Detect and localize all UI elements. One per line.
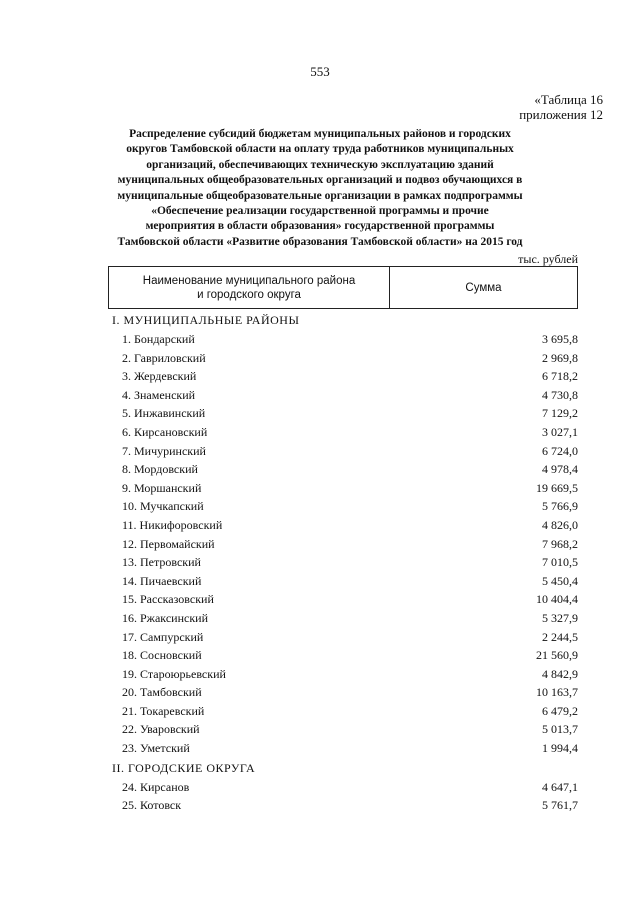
row-name: 20. Тамбовский [122, 685, 202, 700]
table-row [108, 497, 578, 516]
row-value: 19 669,5 [536, 480, 578, 495]
row-name: 23. Уметский [122, 741, 190, 756]
row-name: 14. Пичаевский [122, 573, 202, 588]
table-header [108, 266, 578, 309]
row-name: 3. Жердевский [122, 369, 197, 384]
table-ref-line1: «Таблица 16 [534, 92, 603, 107]
row-name: 5. Инжавинский [122, 406, 206, 421]
table-row [108, 442, 578, 461]
table-row [108, 646, 578, 665]
table-row [108, 628, 578, 647]
row-name: 24. Кирсанов [122, 779, 190, 794]
row-name: 10. Мучкапский [122, 499, 204, 514]
table-row [108, 479, 578, 498]
row-name: 17. Сампурский [122, 629, 204, 644]
row-name: 9. Моршанский [122, 480, 202, 495]
row-name: 6. Кирсановский [122, 424, 208, 439]
units-label: тыс. рублей [518, 252, 578, 266]
row-value: 7 968,2 [542, 536, 578, 551]
document-title [100, 127, 540, 250]
row-name: 22. Уваровский [122, 722, 200, 737]
row-value: 4 978,4 [542, 462, 578, 477]
row-value: 4 730,8 [542, 387, 578, 402]
table-row [108, 665, 578, 684]
row-value: 1 994,4 [542, 741, 578, 756]
title-line: Распределение субсидий бюджетам муниципальных районов и городских [129, 128, 511, 140]
row-value: 2 969,8 [542, 350, 578, 365]
title-line: Тамбовской области «Развитие образования Тамбовской области» на 2015 год [117, 235, 523, 248]
section-municipal-districts: I. МУНИЦИПАЛЬНЫЕ РАЙОНЫ [112, 313, 300, 327]
row-value: 6 724,0 [542, 443, 578, 458]
table-row [108, 535, 578, 554]
row-value: 5 327,9 [542, 610, 578, 625]
table-row [108, 460, 578, 479]
header-name-column [109, 267, 390, 308]
table-row [108, 330, 578, 349]
row-name: 7. Мичуринский [122, 443, 206, 458]
table-row [108, 702, 578, 721]
row-value: 7 129,2 [542, 406, 578, 421]
row-name: 2. Гавриловский [122, 350, 206, 365]
row-name: 12. Первомайский [122, 536, 215, 551]
table-row [108, 739, 578, 758]
row-name: 19. Староюрьевский [122, 666, 226, 681]
row-value: 7 010,5 [542, 555, 578, 570]
row-value: 2 244,5 [542, 629, 578, 644]
row-value: 4 647,1 [542, 779, 578, 794]
row-name: 15. Рассказовский [122, 592, 214, 607]
row-value: 6 479,2 [542, 703, 578, 718]
row-value: 4 826,0 [542, 517, 578, 532]
table-row [108, 609, 578, 628]
row-name: 21. Токаревский [122, 703, 205, 718]
districts-list [108, 330, 578, 758]
header-name-line2: и городского округа [197, 288, 301, 301]
table-row [108, 572, 578, 591]
title-line: мероприятия в области образования» государственной программы [145, 220, 495, 233]
table-row [108, 796, 578, 815]
header-name-line1: Наименование муниципального района [142, 274, 356, 287]
title-line: муниципальных общеобразовательных организаций и подвоз обучающихся в [117, 174, 523, 187]
table-row [108, 516, 578, 535]
page-number: 553 [310, 64, 330, 79]
row-value: 6 718,2 [542, 369, 578, 384]
title-line: округов Тамбовской области на оплату труда работников муниципальных [126, 143, 514, 156]
row-name: 25. Котовск [122, 798, 182, 813]
row-value: 5 450,4 [542, 573, 578, 588]
cities-list [108, 778, 578, 815]
row-name: 18. Сосновский [122, 648, 202, 663]
title-line: «Обеспечение реализации государственной программы и прочие [151, 205, 489, 218]
row-value: 21 560,9 [536, 648, 578, 663]
table-row [108, 367, 578, 386]
table-row [108, 423, 578, 442]
row-value: 5 013,7 [542, 722, 578, 737]
row-value: 3 027,1 [542, 424, 578, 439]
row-value: 10 404,4 [536, 592, 578, 607]
title-line: организаций, обеспечивающих техническую эксплуатацию зданий [146, 158, 494, 171]
row-name: 13. Петровский [122, 555, 201, 570]
row-value: 5 766,9 [542, 499, 578, 514]
table-row [108, 590, 578, 609]
table-ref-line2: приложения 12 [519, 107, 603, 122]
table-row [108, 404, 578, 423]
table-row [108, 349, 578, 368]
row-value: 3 695,8 [542, 332, 578, 346]
row-name: 4. Знаменский [122, 387, 196, 402]
row-name: 16. Ржаксинский [122, 610, 208, 625]
header-sum-column: Сумма [465, 281, 502, 294]
table-row [108, 553, 578, 572]
table-body [108, 310, 578, 815]
row-value: 10 163,7 [536, 685, 578, 700]
table-row [108, 720, 578, 739]
row-name: 8. Мордовский [122, 462, 198, 477]
title-line: муниципальные общеобразовательные организации в рамках подпрограммы [117, 189, 523, 202]
table-row [108, 683, 578, 702]
row-value: 4 842,9 [542, 666, 578, 681]
row-name: 1. Бондарский [122, 332, 195, 346]
section-city-districts: II. ГОРОДСКИЕ ОКРУГА [112, 760, 256, 775]
table-row [108, 386, 578, 405]
table-reference [519, 92, 603, 122]
table-row [108, 778, 578, 797]
row-value: 5 761,7 [542, 798, 578, 813]
row-name: 11. Никифоровский [122, 517, 223, 532]
